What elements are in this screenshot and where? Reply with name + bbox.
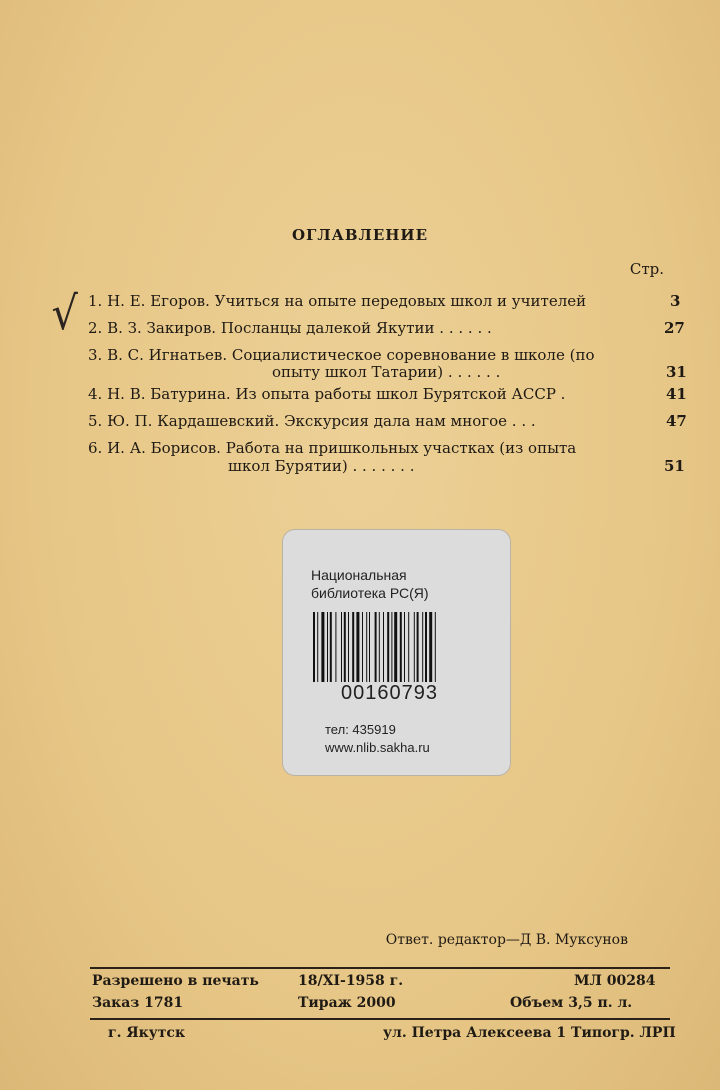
toc-entry-number: 2. — [88, 319, 103, 337]
toc-entry-1 — [88, 292, 688, 312]
toc-entry-3 — [88, 346, 688, 386]
toc-entry-6 — [88, 439, 688, 479]
print-run: Тираж 2000 — [298, 995, 396, 1011]
city: г. Якутск — [108, 1025, 186, 1041]
toc-entry-author: В. С. Игнатьев. — [107, 346, 228, 364]
toc-entry-number: 1. — [88, 292, 103, 310]
toc-entry-author: Ю. П. Кардашевский. — [107, 412, 280, 430]
order-number: Заказ 1781 — [92, 995, 184, 1011]
library-website: www.nlib.sakha.ru — [325, 740, 430, 755]
toc-entry-2 — [88, 319, 688, 339]
toc-entry-title: Экскурсия дала нам многое . . . — [284, 412, 536, 430]
toc-entry-page: 27 — [664, 319, 685, 337]
approved-label: Разрешено в печать — [92, 973, 259, 989]
toc-entry-author: Н. Е. Егоров. — [107, 292, 210, 310]
toc-entry-number: 6. — [88, 439, 103, 457]
toc-entry-author: И. А. Борисов. — [107, 439, 221, 457]
toc-entry-4 — [88, 385, 688, 405]
toc-entry-number: 3. — [88, 346, 103, 364]
barcode-graphic — [313, 612, 475, 682]
toc-entry-title-continued: опыту школ Татарии) . . . . . . — [272, 363, 501, 381]
library-phone: тел: 435919 — [325, 722, 396, 737]
toc-entry-page: 51 — [664, 457, 685, 475]
toc-heading: ОГЛАВЛЕНИЕ — [291, 226, 429, 244]
license-code: МЛ 00284 — [574, 973, 656, 989]
divider — [90, 1018, 670, 1020]
toc-entry-title: Социалистическое соревнование в школе (по — [231, 346, 595, 364]
toc-entry-page: 3 — [670, 292, 681, 310]
toc-entry-title: Работа на пришкольных участках (из опыта — [225, 439, 577, 457]
toc-entry-title: Учиться на опыте передовых школ и учителей — [214, 292, 587, 310]
toc-entry-title-continued: школ Бурятии) . . . . . . . — [228, 457, 415, 475]
toc-entry-number: 4. — [88, 385, 103, 403]
divider — [90, 967, 670, 969]
toc-entry-page: 41 — [666, 385, 687, 403]
printer-address: ул. Петра Алексеева 1 Типогр. ЛРП — [383, 1025, 676, 1041]
barcode-number: 00160793 — [341, 682, 438, 704]
toc-entry-number: 5. — [88, 412, 103, 430]
approved-date: 18/XI-1958 г. — [298, 973, 404, 989]
toc-entry-5 — [88, 412, 688, 432]
toc-entry-author: Н. В. Батурина. — [107, 385, 231, 403]
library-barcode-sticker — [283, 530, 510, 775]
library-name: Национальная библиотека РС(Я) — [311, 567, 429, 601]
toc-entry-title: Из опыта работы школ Бурятской АССР . — [235, 385, 566, 403]
toc-entry-page: 31 — [666, 363, 687, 381]
responsible-editor: Ответ. редактор—Д В. Муксунов — [385, 932, 628, 948]
page-column-label: Стр. — [629, 260, 664, 278]
toc-entry-author: В. З. Закиров. — [107, 319, 217, 337]
toc-entry-title: Посланцы далекой Якутии . . . . . . — [220, 319, 492, 337]
handwritten-check-mark: √ — [51, 286, 78, 340]
toc-entry-page: 47 — [666, 412, 687, 430]
volume: Объем 3,5 п. л. — [510, 995, 633, 1011]
